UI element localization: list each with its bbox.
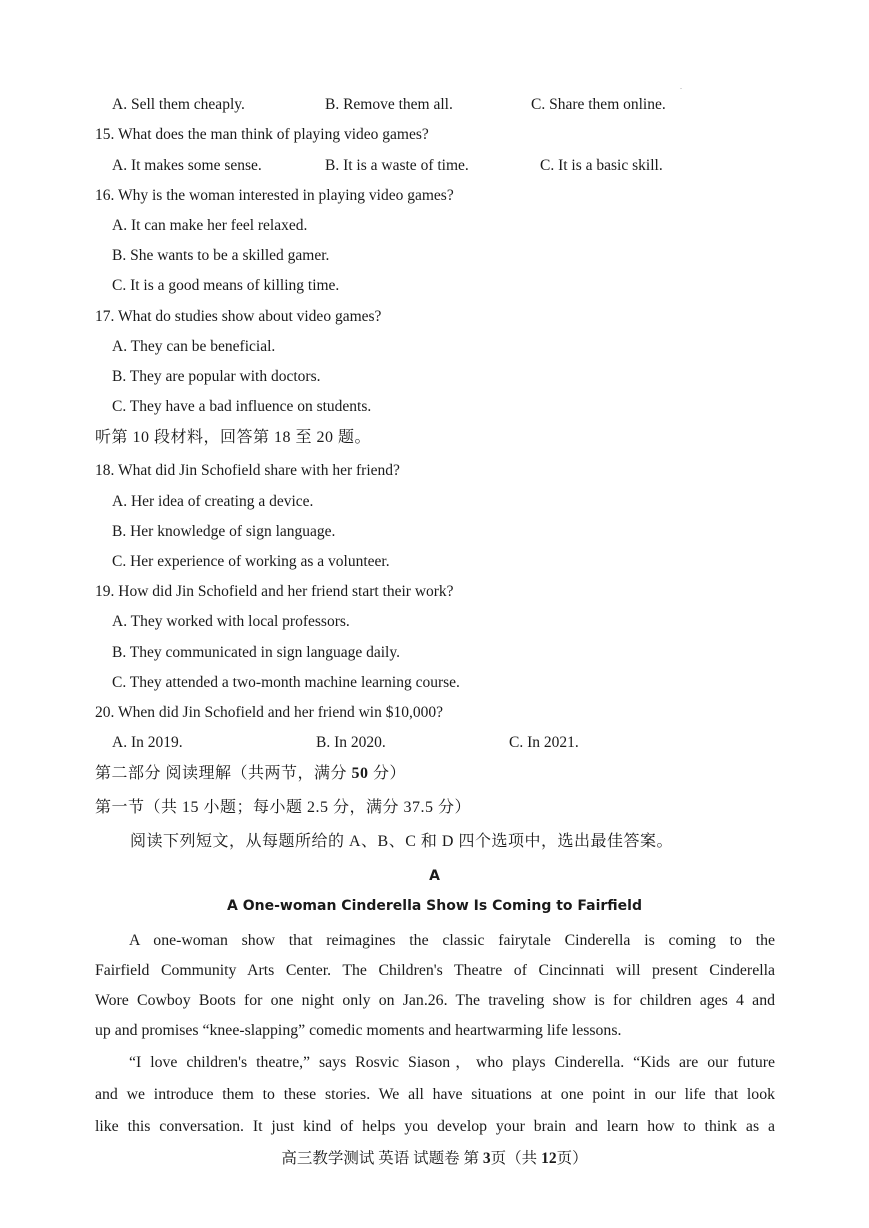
section-10-instruction: 听第 10 段材料，回答第 18 至 20 题。 xyxy=(95,429,372,446)
q18-option-a: A. Her idea of creating a device. xyxy=(112,493,314,510)
q15-stem: 15. What does the man think of playing video games? xyxy=(95,126,429,143)
section-one-heading: 第一节（共 15 小题；每小题 2.5 分，满分 37.5 分） xyxy=(95,799,472,816)
q17-stem: 17. What do studies show about video games? xyxy=(95,308,382,325)
q17-option-a: A. They can be beneficial. xyxy=(112,338,276,355)
paragraph-line: like this conversation. It just kind of helps you develop your brain and learn how to think as a xyxy=(95,1118,775,1135)
q18-stem: 18. What did Jin Schofield share with her friend? xyxy=(95,462,400,479)
q17-option-c: C. They have a bad influence on students. xyxy=(112,398,372,415)
footer-middle: 页（共 xyxy=(490,1150,542,1167)
reading-instruction: 阅读下列短文，从每题所给的 A、B、C 和 D 四个选项中，选出最佳答案。 xyxy=(130,833,673,850)
footer-prefix: 高三教学测试 英语 试题卷 第 xyxy=(281,1150,483,1167)
q14-option-a: A. Sell them cheaply. xyxy=(112,96,245,113)
passage-paragraph-1 xyxy=(95,926,775,1046)
q15-option-c: C. It is a basic skill. xyxy=(540,157,663,174)
q16-stem: 16. Why is the woman interested in playing video games? xyxy=(95,187,454,204)
q16-option-a: A. It can make her feel relaxed. xyxy=(112,217,308,234)
footer-total-pages: 12 xyxy=(541,1150,557,1167)
part-two-heading-prefix: 第二部分 阅读理解（共两节，满分 xyxy=(95,765,352,782)
q19-option-b: B. They communicated in sign language daily. xyxy=(112,644,400,661)
part-two-heading xyxy=(95,764,406,784)
q15-option-a: A. It makes some sense. xyxy=(112,157,262,174)
page-footer xyxy=(0,1146,869,1168)
paragraph-line: “I love children's theatre,” says Rosvic Siason，who plays Cinderella. “Kids are our future xyxy=(129,1054,775,1071)
footer-suffix: 页） xyxy=(556,1150,588,1167)
passage-letter: A xyxy=(429,868,440,884)
q20-option-a: A. In 2019. xyxy=(112,734,183,751)
footer-page-number: 3 xyxy=(482,1150,491,1167)
q14-option-b: B. Remove them all. xyxy=(325,96,453,113)
passage-paragraph-2 xyxy=(95,1047,775,1143)
paragraph-line: A one-woman show that reimagines the classic fairytale Cinderella is coming to the xyxy=(129,932,775,949)
paragraph-line: up and promises “knee-slapping” comedic moments and heartwarming life lessons. xyxy=(95,1022,622,1039)
scan-mark: . xyxy=(680,82,682,91)
q19-stem: 19. How did Jin Schofield and her friend start their work? xyxy=(95,583,454,600)
q20-option-c: C. In 2021. xyxy=(509,734,579,751)
q16-option-c: C. It is a good means of killing time. xyxy=(112,277,340,294)
q20-stem: 20. When did Jin Schofield and her friend win $10,000? xyxy=(95,704,443,721)
q20-option-b: B. In 2020. xyxy=(316,734,386,751)
part-two-score: 50 xyxy=(351,765,369,782)
q15-option-b: B. It is a waste of time. xyxy=(325,157,469,174)
paragraph-line: and we introduce them to these stories. We all have situations at one point in our life that look xyxy=(95,1086,775,1103)
paragraph-line: Wore Cowboy Boots for one night only on Jan.26. The traveling show is for children ages 4 and xyxy=(95,992,775,1009)
q19-option-a: A. They worked with local professors. xyxy=(112,613,350,630)
part-two-heading-suffix: 分） xyxy=(368,765,407,782)
passage-title: A One-woman Cinderella Show Is Coming to Fairfield xyxy=(227,898,642,914)
paragraph-line: Fairfield Community Arts Center. The Children's Theatre of Cincinnati will present Cinderella xyxy=(95,962,775,979)
q18-option-c: C. Her experience of working as a volunteer. xyxy=(112,553,390,570)
q14-option-c: C. Share them online. xyxy=(531,96,666,113)
q19-option-c: C. They attended a two-month machine learning course. xyxy=(112,674,460,691)
q17-option-b: B. They are popular with doctors. xyxy=(112,368,321,385)
q16-option-b: B. She wants to be a skilled gamer. xyxy=(112,247,330,264)
q18-option-b: B. Her knowledge of sign language. xyxy=(112,523,336,540)
